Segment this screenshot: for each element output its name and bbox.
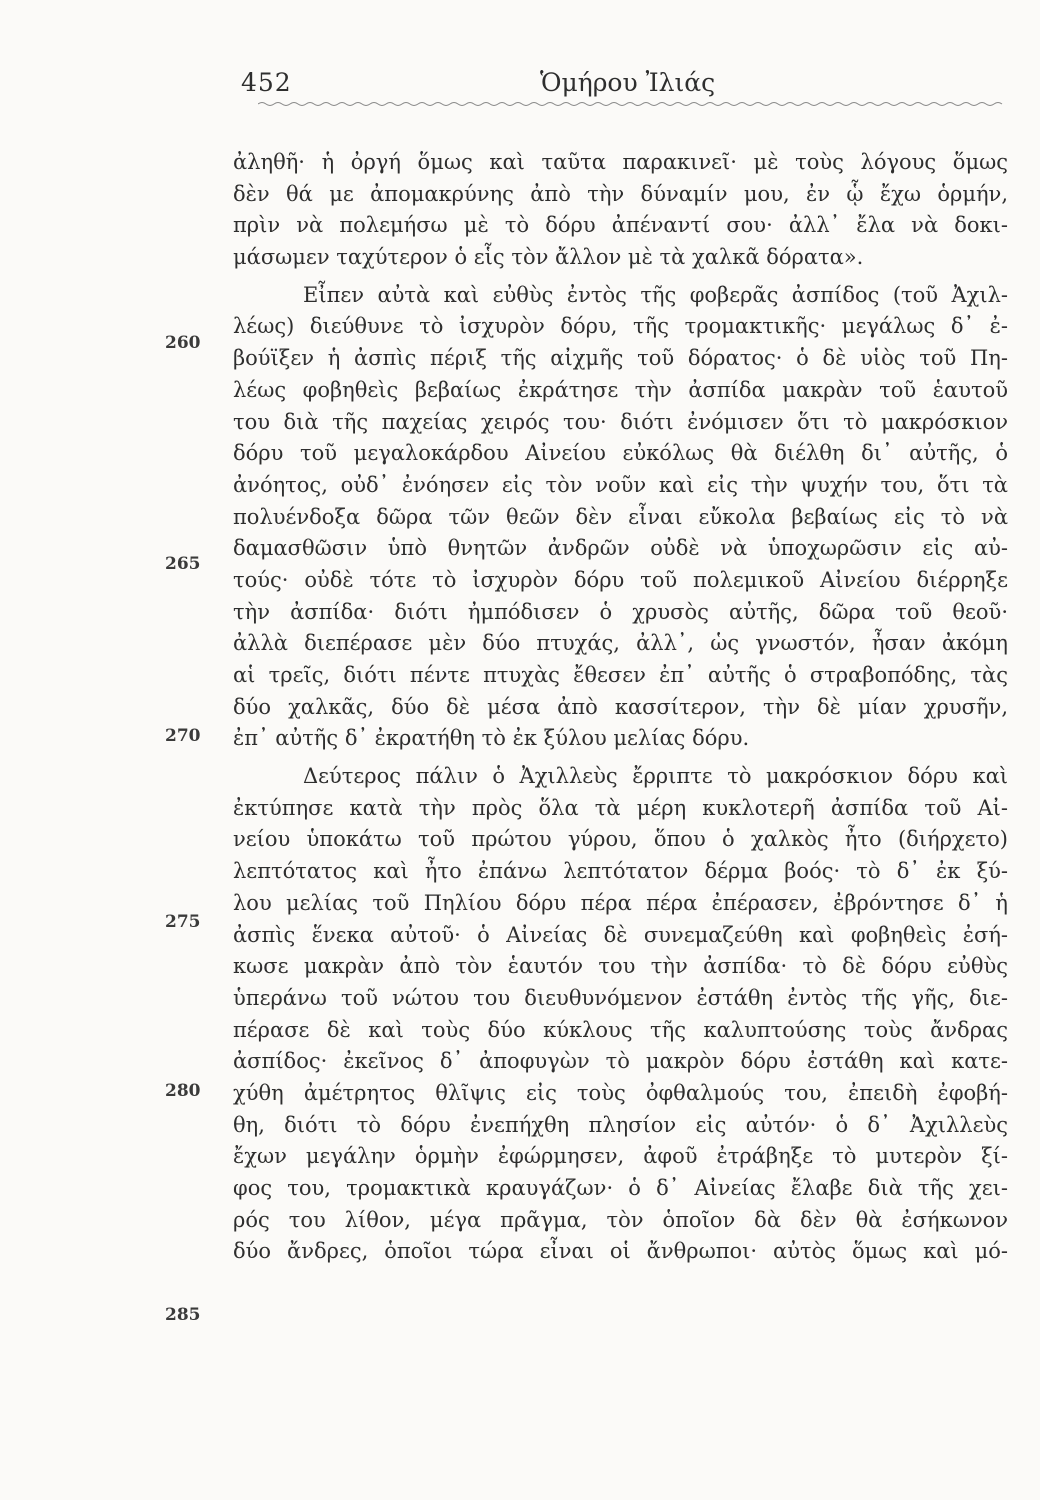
line-number-275: 275 bbox=[165, 912, 201, 932]
text-line: τούς· οὐδὲ τότε τὸ ἰσχυρὸν δόρυ τοῦ πολεμικοῦ Αἰνείου διέρρηξε bbox=[233, 567, 1008, 592]
text-line: βούϊξεν ἡ ἀσπὶς πέριξ τῆς αἰχμῆς τοῦ δόρατος· ὁ δὲ υἱὸς τοῦ Πη- bbox=[233, 346, 1008, 371]
line-number-280: 280 bbox=[165, 1081, 201, 1101]
text-line: δόρυ τοῦ μεγαλοκάρδου Αἰνείου εὐκόλως θὰ διέλθη δι᾿ αὐτῆς, ὁ bbox=[233, 441, 1008, 466]
text-line: μάσωμεν ταχύτερον ὁ εἷς τὸν ἄλλον μὲ τὰ χαλκᾶ δόρατα». bbox=[233, 245, 864, 270]
text-line: λέως) διεύθυνε τὸ ἰσχυρὸν δόρυ, τῆς τρομακτικῆς· μεγάλως δ᾿ ἐ- bbox=[233, 314, 1008, 339]
text-line: δαμασθῶσιν ὑπὸ θνητῶν ἀνδρῶν οὐδὲ νὰ ὑποχωρῶσιν εἰς αὐ- bbox=[233, 536, 1008, 561]
text-line: ἀλλὰ διεπέρασε μὲν δύο πτυχάς, ἀλλ᾿, ὡς γνωστόν, ἦσαν ἀκόμη bbox=[233, 631, 1008, 656]
header-wavy-rule bbox=[258, 100, 1006, 108]
text-line: φος του, τρομακτικὰ κραυγάζων· ὁ δ᾿ Αἰνείας ἔλαβε διὰ τῆς χει- bbox=[233, 1176, 1008, 1200]
body-text bbox=[233, 147, 1008, 1268]
text-line: ὑπεράνω τοῦ νώτου του διευθυνόμενον ἐστάθη ἐντὸς τῆς γῆς, διε- bbox=[233, 985, 1008, 1010]
line-number-260: 260 bbox=[165, 333, 201, 353]
text-line: δὲν θά με ἀπομακρύνης ἀπὸ τὴν δύναμίν μου, ἐν ᾧ ἔχω ὁρμήν, bbox=[233, 181, 1008, 206]
text-line: δύο χαλκᾶς, δύο δὲ μέσα ἀπὸ κασσίτερον, τὴν δὲ μίαν χρυσῆν, bbox=[233, 694, 1008, 719]
text-line: χύθη ἀμέτρητος θλῖψις εἰς τοὺς ὀφθαλμούς του, ἐπειδὴ ἐφοβή- bbox=[233, 1080, 1008, 1105]
text-line: ἐκτύπησε κατὰ τὴν πρὸς ὅλα τὰ μέρη κυκλοτερῆ ἀσπίδα τοῦ Αἰ- bbox=[233, 795, 1008, 820]
text-line: ἀληθῆ· ἡ ὀργή ὅμως καὶ ταῦτα παρακινεῖ· μὲ τοὺς λόγους ὅμως bbox=[233, 150, 1008, 174]
line-number-265: 265 bbox=[165, 554, 201, 574]
text-line: κωσε μακρὰν ἀπὸ τὸν ἑαυτόν του τὴν ἀσπίδα· τὸ δὲ δόρυ εὐθὺς bbox=[233, 954, 1008, 979]
text-line: λεπτότατος καὶ ἦτο ἐπάνω λεπτότατον δέρμα βοός· τὸ δ᾿ ἐκ ξύ- bbox=[233, 859, 1008, 884]
text-line: λου μελίας τοῦ Πηλίου δόρυ πέρα πέρα ἐπέρασεν, ἐβρόντησε δ᾿ ἡ bbox=[233, 890, 1008, 915]
text-line: δύο ἄνδρες, ὁποῖοι τώρα εἶναι οἱ ἄνθρωποι· αὐτὸς ὅμως καὶ μό- bbox=[233, 1239, 1008, 1264]
text-line: ρός του λίθον, μέγα πρᾶγμα, τὸν ὁποῖον δὰ δὲν θὰ ἐσήκωνον bbox=[233, 1207, 1008, 1232]
text-line: λέως φοβηθεὶς βεβαίως ἐκράτησε τὴν ἀσπίδα μακρὰν τοῦ ἑαυτοῦ bbox=[233, 377, 1008, 402]
text-line: αἱ τρεῖς, διότι πέντε πτυχὰς ἔθεσεν ἐπ᾿ αὐτῆς ὁ στραβοπόδης, τὰς bbox=[233, 663, 1008, 687]
text-line: πέρασε δὲ καὶ τοὺς δύο κύκλους τῆς καλυπτούσης τοὺς ἄνδρας bbox=[233, 1017, 1008, 1042]
text-line: Δεύτερος πάλιν ὁ Ἀχιλλεὺς ἔρριπτε τὸ μακρόσκιον δόρυ καὶ bbox=[303, 764, 1008, 789]
line-number-285: 285 bbox=[165, 1305, 201, 1325]
text-line: ἀσπίδος· ἐκεῖνος δ᾿ ἀποφυγὼν τὸ μακρὸν δόρυ ἐστάθη καὶ κατε- bbox=[233, 1049, 1008, 1074]
page-number: 452 bbox=[241, 68, 292, 97]
text-line: νείου ὑποκάτω τοῦ πρώτου γύρου, ὅπου ὁ χαλκὸς ἦτο (διήρχετο) bbox=[233, 827, 1008, 852]
text-line: του διὰ τῆς παχείας χειρός του· διότι ἐνόμισεν ὅτι τὸ μακρόσκιον bbox=[233, 409, 1008, 434]
text-line: ἐπ᾿ αὐτῆς δ᾿ ἐκρατήθη τὸ ἐκ ξύλου μελίας δόρυ. bbox=[233, 726, 750, 751]
text-line: ἀνόητος, οὐδ᾿ ἐνόησεν εἰς τὸν νοῦν καὶ εἰς τὴν ψυχήν του, ὅτι τὰ bbox=[233, 472, 1008, 497]
text-line: τὴν ἀσπίδα· διότι ἠμπόδισεν ὁ χρυσὸς αὐτῆς, δῶρα τοῦ θεοῦ· bbox=[233, 599, 1008, 624]
text-line: ἔχων μεγάλην ὁρμὴν ἐφώρμησεν, ἀφοῦ ἐτράβηξε τὸ μυτερὸν ξί- bbox=[233, 1144, 1008, 1169]
text-line: ἀσπὶς ἕνεκα αὐτοῦ· ὁ Αἰνείας δὲ συνεμαζεύθη καὶ φοβηθεὶς ἐσή- bbox=[233, 922, 1008, 947]
text-line: Εἶπεν αὐτὰ καὶ εὐθὺς ἐντὸς τῆς φοβερᾶς ἀσπίδος (τοῦ Ἀχιλ- bbox=[303, 282, 1008, 307]
text-line: θη, διότι τὸ δόρυ ἐνεπήχθη πλησίον εἰς αὐτόν· ὁ δ᾿ Ἀχιλλεὺς bbox=[233, 1112, 1008, 1137]
text-line: πολυένδοξα δῶρα τῶν θεῶν δὲν εἶναι εὔκολα βεβαίως εἰς τὸ νὰ bbox=[233, 504, 1008, 529]
text-line: πρὶν νὰ πολεμήσω μὲ τὸ δόρυ ἀπέναντί σου· ἀλλ᾿ ἔλα νὰ δοκι- bbox=[233, 213, 1008, 238]
running-title: Ὁμήρου Ἰλιάς bbox=[540, 68, 716, 97]
line-number-270: 270 bbox=[165, 726, 201, 746]
